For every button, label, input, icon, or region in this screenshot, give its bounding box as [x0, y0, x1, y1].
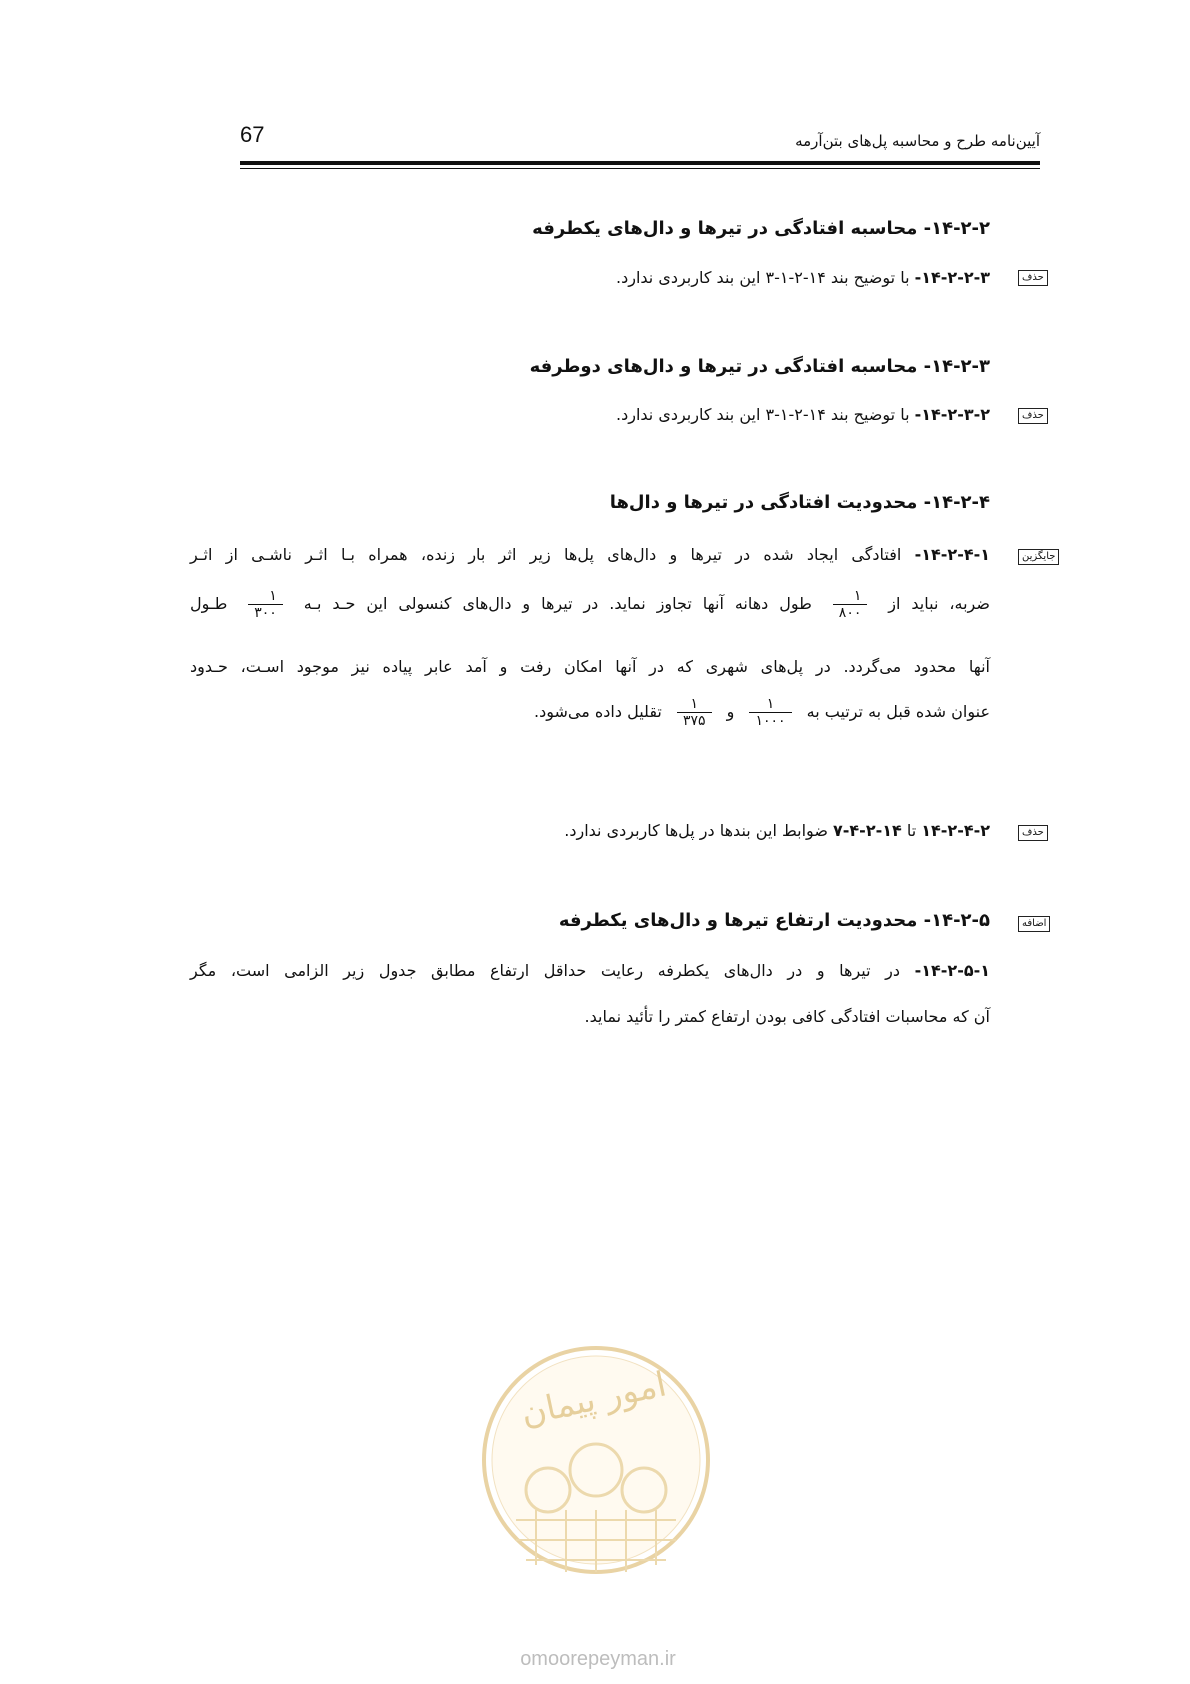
watermark-site: omoorepeyman.ir	[520, 1648, 676, 1670]
seal-calligraphy: امور پیمان	[517, 1364, 670, 1435]
delete-tag: حذف	[1018, 408, 1048, 424]
clause-text: ضوابط این بندها در پل‌ها کاربردی ندارد.	[564, 821, 833, 840]
fraction-1-375	[677, 696, 712, 729]
fraction-numerator: ۱	[677, 696, 712, 713]
heading-number: ۱۴-۲-۲-	[923, 218, 990, 239]
heading-text: محاسبه افتادگی در تیرها و دال‌های یکطرفه	[532, 218, 924, 239]
watermark-seal	[476, 1340, 716, 1640]
clause-14-2-4-1-line-2	[190, 588, 990, 621]
text-run: طول دهانه آنها تجاوز نماید. در تیرها و دال‌های کنسولی این حـد بـه	[303, 594, 812, 614]
text-run: عنوان شده قبل به ترتیب به	[806, 702, 990, 722]
page-header	[240, 118, 1040, 168]
running-title: آیین‌نامه طرح و محاسبه پل‌های بتن‌آرمه	[795, 132, 1040, 150]
clause-number: ۱۴-۲-۵-۱-	[914, 961, 990, 980]
header-rule-thick	[240, 161, 1040, 165]
fraction-numerator: ۱	[248, 588, 283, 605]
text-run: تقلیل داده می‌شود.	[534, 702, 662, 722]
grid-icon	[516, 1510, 676, 1572]
fraction-denominator: ۳۷۵	[682, 713, 706, 730]
clause-text: افتادگی ایجاد شده در تیرها و دال‌های پل‌ها زیر اثر بار زنده، همراه بـا اثـر ناشـی از اثـر	[190, 545, 915, 564]
text-run: طـول	[190, 594, 228, 614]
section-heading-14-2-5	[559, 910, 990, 931]
fraction-1-800	[833, 588, 868, 621]
clause-14-2-4-1-line-4	[534, 696, 990, 729]
heading-text: محاسبه افتادگی در تیرها و دال‌های دوطرفه	[529, 356, 924, 377]
fraction-denominator: ۱۰۰۰	[755, 713, 786, 730]
clause-number: ۱۴-۲-۴-۲	[921, 821, 990, 840]
section-heading-14-2-3	[530, 356, 990, 377]
text-run: ضربه، نباید از	[888, 594, 990, 614]
heading-number: ۱۴-۲-۴-	[923, 492, 990, 513]
section-heading-14-2-4	[610, 492, 990, 513]
text-run: تا	[901, 821, 922, 840]
clause-14-2-5-1-line-1	[190, 961, 990, 980]
clause-14-2-4-2-to-7	[564, 821, 990, 840]
clause-14-2-4-1-line-3: آنها محدود می‌گردد. در پل‌های شهری که در آنها امکان رفت و آمد عابر پیاده نیز موجود اسـت، حـدود	[190, 657, 990, 676]
clause-14-2-2-3	[616, 268, 990, 287]
header-rule-thin	[240, 168, 1040, 169]
heading-text: محدودیت افتادگی در تیرها و دال‌ها	[609, 492, 924, 513]
add-tag: اضافه	[1018, 916, 1050, 932]
page-number: 67	[240, 122, 265, 147]
heading-number: ۱۴-۲-۵-	[923, 910, 990, 931]
fraction-1-300	[248, 588, 283, 621]
clause-14-2-3-2	[616, 405, 990, 424]
clause-14-2-5-1-line-2: آن که محاسبات افتادگی کافی بودن ارتفاع کمتر را تأئید نماید.	[584, 1007, 990, 1026]
fraction-numerator: ۱	[749, 696, 791, 713]
delete-tag: حذف	[1018, 270, 1048, 286]
fraction-1-1000	[749, 696, 791, 729]
replace-tag: جایگزین	[1018, 549, 1059, 565]
clause-number: ۱۴-۲-۴-۱-	[914, 545, 990, 564]
delete-tag: حذف	[1018, 825, 1048, 841]
fraction-denominator: ۳۰۰	[254, 605, 277, 622]
clause-text: با توضیح بند ۱۴-۲-۱-۳ این بند کاربردی ندارد.	[616, 405, 915, 424]
fraction-denominator: ۸۰۰	[838, 605, 862, 622]
clause-text: در تیرها و در دال‌های یکطرفه رعایت حداقل ارتفاع مطابق جدول زیر الزامی است، مگر	[190, 961, 915, 980]
clause-number: ۱۴-۲-۲-۳-	[914, 268, 990, 287]
fraction-numerator: ۱	[833, 588, 868, 605]
heading-text: محدودیت ارتفاع تیرها و دال‌های یکطرفه	[558, 910, 924, 931]
clause-number: ۱۴-۲-۳-۲-	[914, 405, 990, 424]
clause-text: با توضیح بند ۱۴-۲-۱-۳ این بند کاربردی ندارد.	[616, 268, 915, 287]
heading-number: ۱۴-۲-۳-	[923, 356, 990, 377]
section-heading-14-2-2	[532, 218, 990, 239]
clause-number: ۱۴-۲-۴-۷	[833, 821, 902, 840]
text-run: و	[726, 702, 735, 722]
clause-14-2-4-1-line-1	[190, 545, 990, 564]
